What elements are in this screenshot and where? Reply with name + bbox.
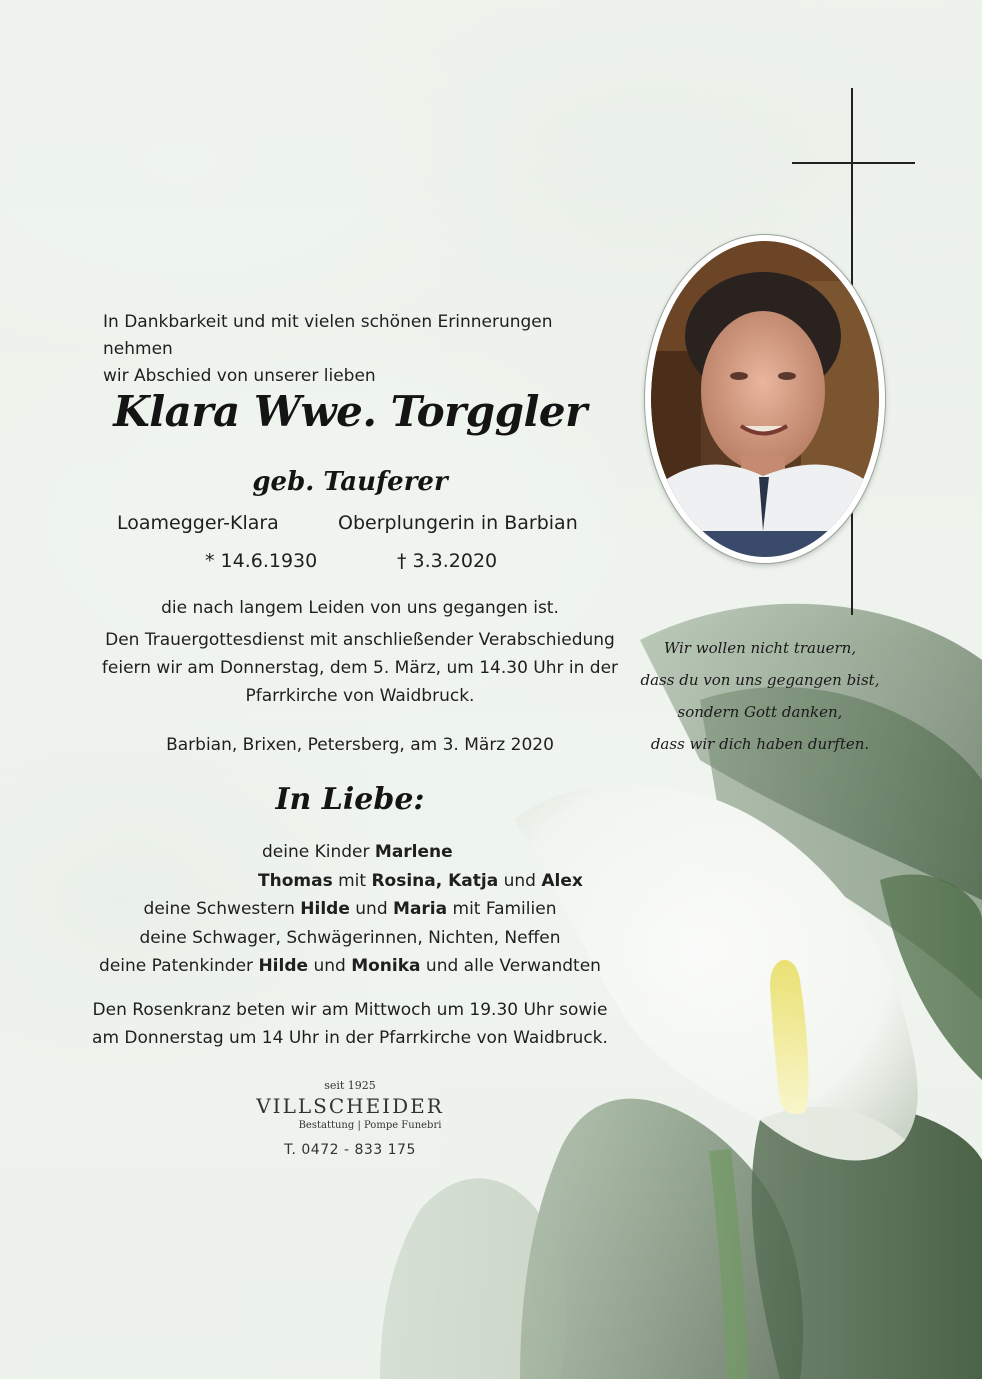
funeral-home-name: VILLSCHEIDER <box>256 1094 444 1118</box>
quote-line: dass wir dich haben durften. <box>650 735 870 753</box>
mourner-name: Hilde <box>258 956 309 977</box>
rosary-line: Den Rosenkranz beten wir am Mittwoch um 19.30 Uhr sowie <box>92 1000 608 1020</box>
portrait-photo-frame <box>645 235 885 563</box>
mourner-text: mit Familien <box>447 899 557 920</box>
intro-text <box>103 309 623 390</box>
intro-line: In Dankbarkeit und mit vielen schönen Erinnerungen nehmen <box>103 312 553 359</box>
mourner-line <box>262 838 453 867</box>
notice-line: die nach langem Leiden von uns gegangen ist. <box>161 598 559 618</box>
funeral-home-logo <box>230 1079 470 1161</box>
intro-line: wir Abschied von unserer lieben <box>103 366 376 386</box>
mourner-text: deine Patenkinder <box>99 956 259 977</box>
mourner-name: Monika <box>351 956 421 977</box>
mourner-name: Maria <box>393 899 448 920</box>
funeral-home-subtitle: Bestattung | Pompe Funebri <box>298 1120 442 1131</box>
portrait-photo <box>651 241 879 557</box>
mourner-name: Hilde <box>300 899 350 920</box>
mourner-line <box>0 895 700 924</box>
mourner-text: und alle Verwandten <box>420 956 601 977</box>
rosary-notice <box>60 996 640 1052</box>
mourner-name: Alex <box>541 870 583 891</box>
mourner-line <box>0 924 700 953</box>
death-date: † 3.3.2020 <box>397 550 498 572</box>
memorial-quote <box>630 632 890 760</box>
mourner-text: deine Schwestern <box>143 899 301 920</box>
notice-line: Den Trauergottesdienst mit anschließender Verabschiedung <box>105 630 615 650</box>
mourner-line <box>0 952 700 981</box>
notice-line: feiern wir am Donnerstag, dem 5. März, um 14.30 Uhr in der <box>101 658 619 678</box>
mourner-text: deine Kinder <box>262 842 375 862</box>
mourner-line <box>258 867 583 896</box>
nickname-left: Loamegger-Klara <box>117 512 279 534</box>
birth-date: * 14.6.1930 <box>205 550 318 572</box>
mourner-text: mit <box>332 870 372 891</box>
deceased-name: Klara Wwe. Torggler <box>113 387 587 436</box>
nickname-right: Oberplungerin in Barbian <box>338 512 578 534</box>
mourner-name: Marlene <box>374 842 453 862</box>
quote-line: Wir wollen nicht trauern, <box>663 639 857 657</box>
quote-line: dass du von uns gegangen bist, <box>640 671 880 689</box>
funeral-home-phone: T. 0472 - 833 175 <box>284 1142 416 1158</box>
mourner-text: und <box>308 956 352 977</box>
mourner-text: und <box>498 870 542 891</box>
funeral-notice <box>80 594 640 710</box>
quote-line: sondern Gott danken, <box>677 703 843 721</box>
in-love-heading: In Liebe: <box>275 782 425 817</box>
mourner-text: und <box>349 899 394 920</box>
notice-line: Pfarrkirche von Waidbruck. <box>245 686 475 706</box>
funeral-home-since: seit 1925 <box>324 1079 376 1092</box>
mourner-text: deine Schwager, Schwägerinnen, Nichten, Neffen <box>139 927 561 948</box>
rosary-line: am Donnerstag um 14 Uhr in der Pfarrkirche von Waidbruck. <box>92 1028 608 1048</box>
birth-name: geb. Tauferer <box>252 467 448 497</box>
place-and-date: Barbian, Brixen, Petersberg, am 3. März 2020 <box>166 735 554 755</box>
mourner-name: Thomas <box>258 870 333 891</box>
mourner-name: Rosina, Katja <box>371 870 499 891</box>
